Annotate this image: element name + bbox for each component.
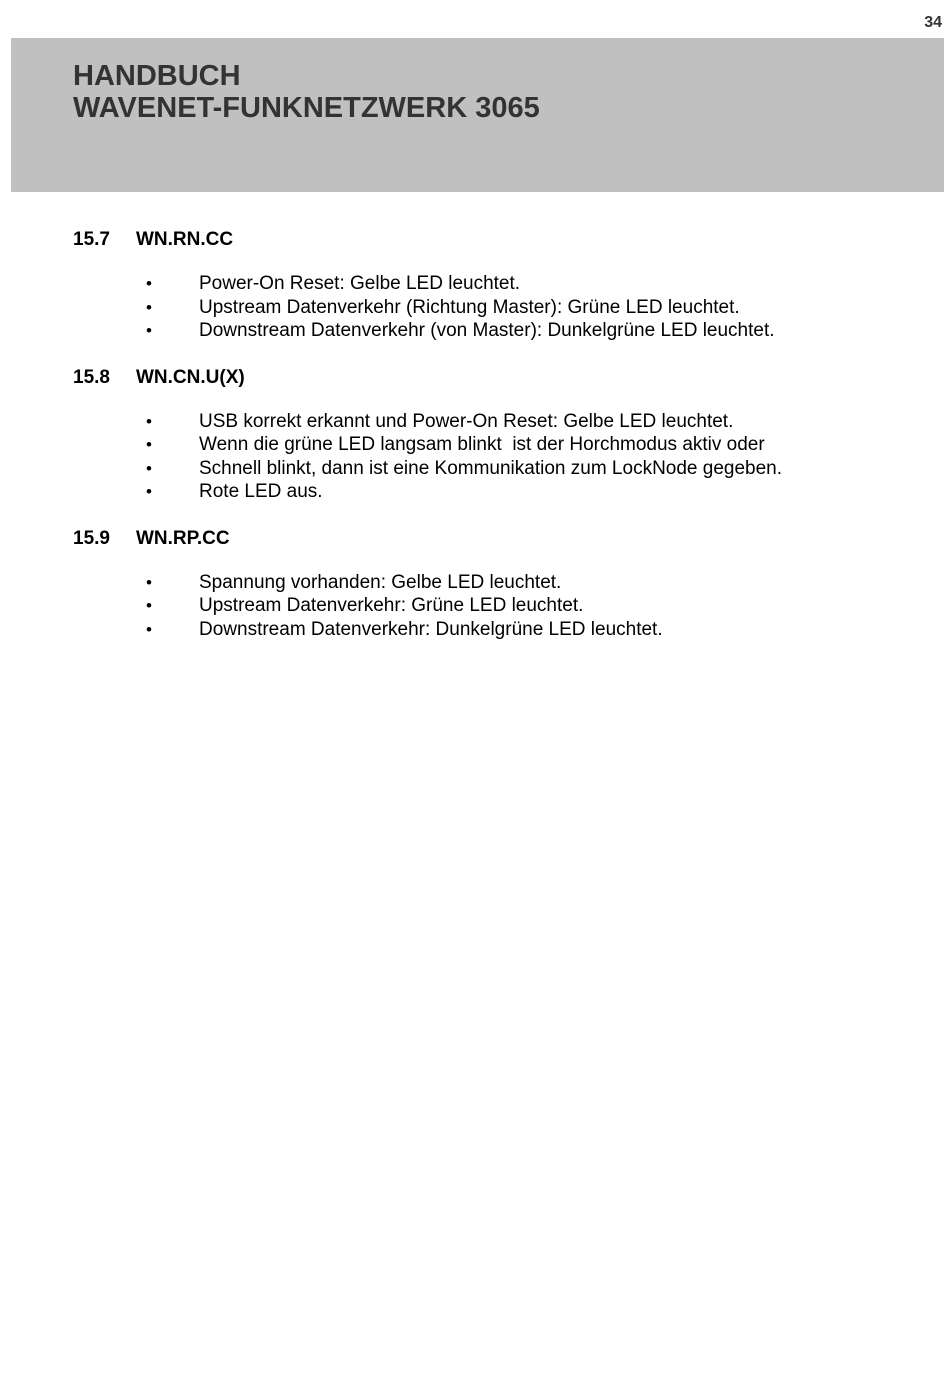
section-heading — [73, 226, 913, 254]
section-number: 15.9 — [73, 527, 110, 549]
document-title — [73, 60, 540, 124]
section-title: WN.RN.CC — [136, 229, 234, 250]
list-item-text: Schnell blinkt, dann ist eine Kommunikation zum LockNode gegeben. — [199, 457, 783, 479]
title-line-2: WAVENET-FUNKNETZWERK 3065 — [73, 92, 540, 124]
list-item-text: Upstream Datenverkehr (Richtung Master): Grüne LED leuchtet. — [199, 296, 740, 318]
bullet-icon: • — [146, 297, 152, 317]
list-item-text: Wenn die grüne LED langsam blinkt ist der Horchmodus aktiv oder — [199, 434, 765, 455]
section-15-7 — [73, 226, 913, 343]
document-header — [11, 38, 944, 192]
bullet-icon: • — [146, 572, 152, 592]
bullet-list — [73, 571, 913, 642]
bullet-icon: • — [146, 321, 152, 340]
list-item-text: Rote LED aus. — [199, 481, 323, 502]
bullet-icon: • — [146, 619, 152, 639]
list-item — [73, 480, 913, 504]
list-item — [73, 618, 913, 642]
section-15-8 — [73, 364, 913, 504]
section-number: 15.7 — [73, 229, 110, 250]
list-item-text: Spannung vorhanden: Gelbe LED leuchtet. — [199, 571, 562, 593]
list-item — [73, 433, 913, 457]
list-item — [73, 296, 913, 320]
document-body — [73, 226, 913, 662]
list-item — [73, 272, 913, 296]
section-title: WN.RP.CC — [136, 527, 230, 549]
list-item — [73, 410, 913, 434]
bullet-icon: • — [146, 274, 152, 293]
bullet-list — [73, 272, 913, 343]
bullet-icon: • — [146, 411, 152, 431]
section-number: 15.8 — [73, 366, 110, 388]
page-number: 34 — [924, 14, 942, 31]
bullet-icon: • — [146, 458, 152, 478]
section-15-9 — [73, 525, 913, 642]
list-item — [73, 457, 913, 481]
title-line-1: HANDBUCH — [73, 60, 241, 92]
list-item-text: Upstream Datenverkehr: Grüne LED leuchtet. — [199, 595, 584, 616]
bullet-list — [73, 410, 913, 504]
section-heading — [73, 525, 913, 553]
list-item-text: USB korrekt erkannt und Power-On Reset: Gelbe LED leuchtet. — [199, 410, 734, 432]
list-item — [73, 319, 913, 343]
list-item-text: Downstream Datenverkehr (von Master): Dunkelgrüne LED leuchtet. — [199, 320, 775, 341]
bullet-icon: • — [146, 596, 152, 615]
list-item-text: Power-On Reset: Gelbe LED leuchtet. — [199, 273, 521, 294]
section-heading — [73, 364, 913, 392]
list-item — [73, 594, 913, 618]
list-item — [73, 571, 913, 595]
list-item-text: Downstream Datenverkehr: Dunkelgrüne LED leuchtet. — [199, 618, 663, 640]
bullet-icon: • — [146, 482, 152, 501]
section-title: WN.CN.U(X) — [136, 366, 245, 388]
bullet-icon: • — [146, 435, 152, 454]
